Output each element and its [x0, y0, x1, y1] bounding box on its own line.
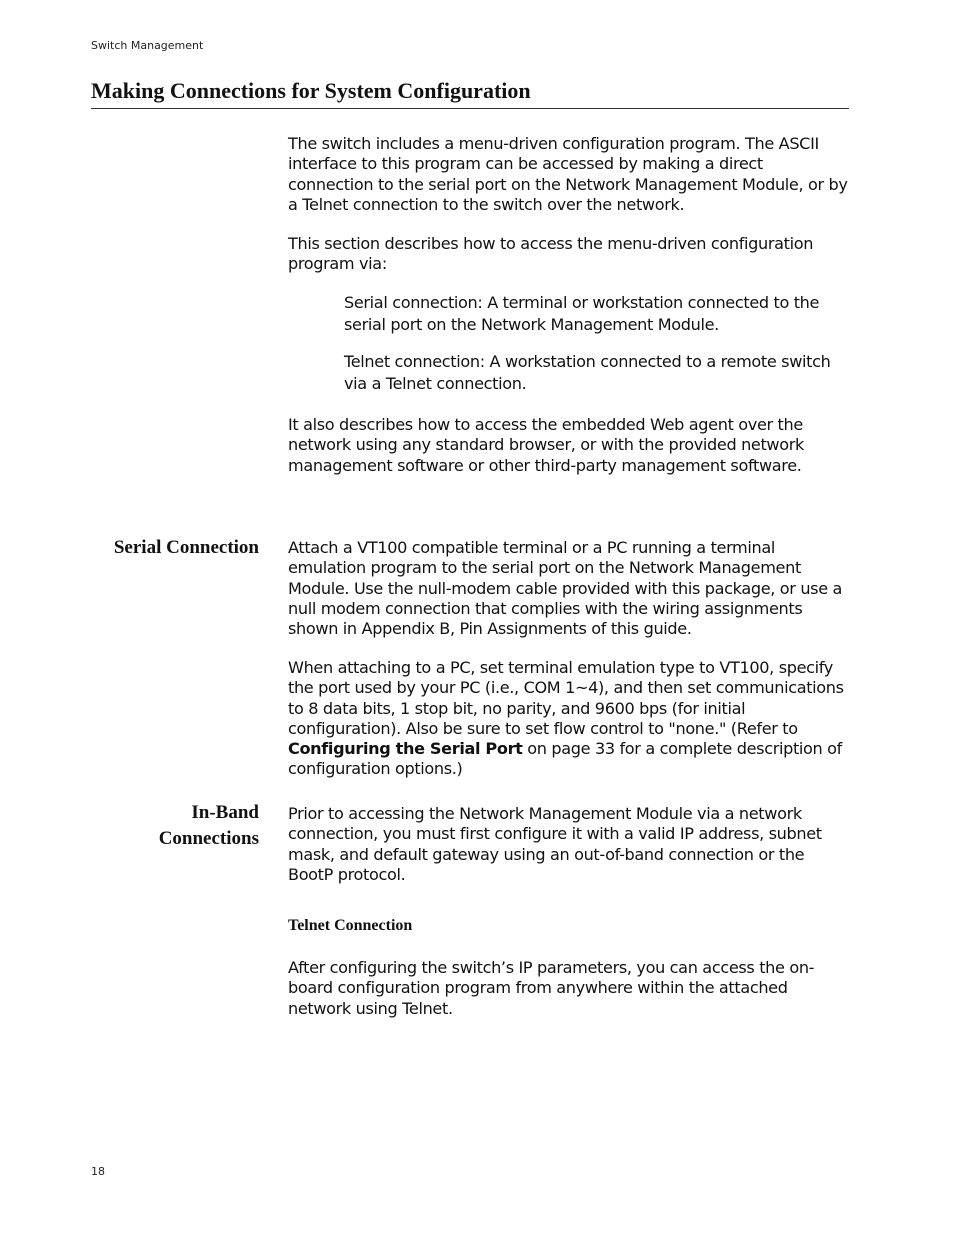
intro-list-item-serial: Serial connection: A terminal or workstation connected to the serial port on the Network Management Module.: [344, 293, 820, 334]
serial-paragraph-2-text-a: When attaching to a PC, set terminal emulation type to VT100, specify the port used by your PC (i.e., COM 1~4), and then set communications to 8 data bits, 1 stop bit, no parity, and 9600 bps (for initial configuration). Also be sure to set flow control to "none." (Refer to: [288, 658, 844, 738]
serial-connection-heading: Serial Connection: [113, 537, 259, 558]
intro-paragraph-3: It also describes how to access the embedded Web agent over the network using any standard browser, or with the provided network management software or other third-party management software.: [288, 415, 804, 475]
in-band-paragraph-2: After configuring the switch’s IP parameters, you can access the on-board configuration program from anywhere within the attached network using Telnet.: [288, 958, 815, 1018]
in-band-connections-heading: [69, 800, 259, 852]
in-band-heading-line-2: Connections: [158, 828, 259, 849]
in-band-paragraph-1: Prior to accessing the Network Management Module via a network connection, you must first configure it with a valid IP address, subnet mask, and default gateway using an out-of-band connection or the BootP protocol.: [288, 804, 822, 884]
page-number: 18: [91, 1165, 105, 1178]
in-band-heading-line-1: In-Band: [191, 802, 259, 823]
serial-port-reference: Configuring the Serial Port: [288, 739, 523, 759]
serial-paragraph-2: [288, 658, 850, 780]
intro-paragraph-1: The switch includes a menu-driven configuration program. The ASCII interface to this program can be accessed by making a direct connection to the serial port on the Network Management Module, or by a Telnet connection to the switch over the network.: [288, 134, 848, 214]
telnet-connection-subheading: Telnet Connection: [288, 917, 413, 934]
running-header: Switch Management: [91, 39, 204, 52]
serial-paragraph-2-text-b: on page 33 for a complete description of configuration options.): [288, 739, 842, 779]
serial-paragraph-1: Attach a VT100 compatible terminal or a PC running a terminal emulation program to the serial port on the Network Management Module. Use the null-modem cable provided with this package, or use a null modem connection that complies with the wiring assignments shown in Appendix B, Pin Assignments of this guide.: [288, 538, 843, 639]
intro-paragraph-2: This section describes how to access the menu-driven configuration program via:: [288, 234, 814, 274]
intro-list-item-telnet: Telnet connection: A workstation connected to a remote switch via a Telnet connection.: [344, 352, 831, 393]
section-title: Making Connections for System Configuration: [91, 78, 849, 109]
